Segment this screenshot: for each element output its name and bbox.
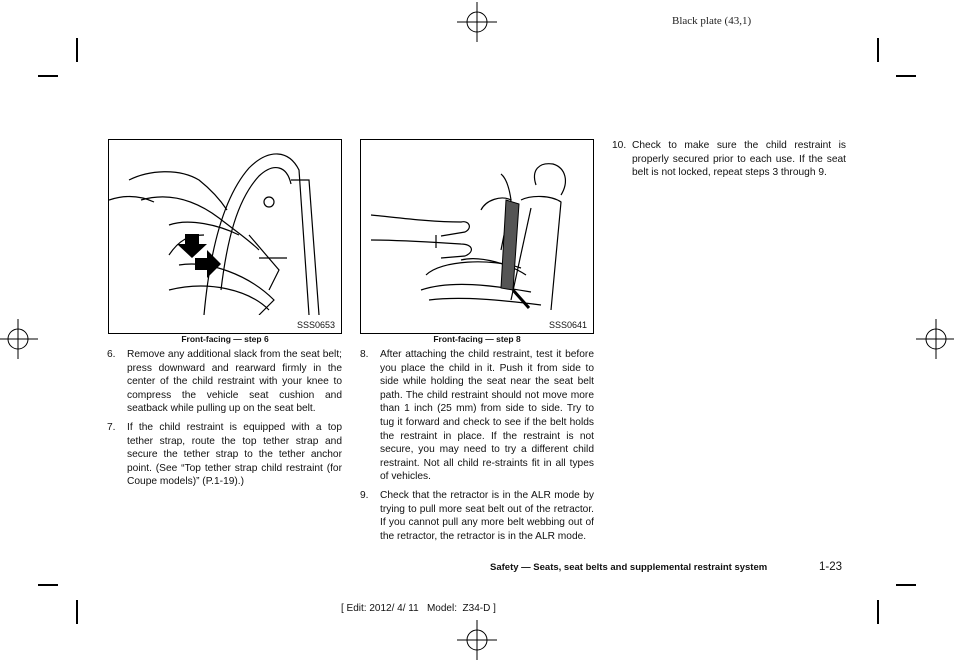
plate-label: Black plate (43,1) <box>672 15 752 27</box>
column-left <box>107 348 342 494</box>
edit-info: [ Edit: 2012/ 4/ 11 Model: Z34-D ] <box>341 603 496 614</box>
child-seat-knee-press-illustration <box>109 140 341 315</box>
step-text: Remove any additional slack from the seat belt; press downward and rearward firmly in the center of the child restraint with your knee to compress the vehicle seat cushion and seatback while pulling up on the seat belt. <box>127 349 342 415</box>
step-text: Check that the retractor is in the ALR mode by trying to pull more seat belt out of the retractor. If you cannot pull any more belt webbing out of the retractor, the retractor is in the ALR mode. <box>380 489 594 542</box>
figure-caption: Front-facing — step 6 <box>181 334 269 344</box>
registration-mark-left <box>0 319 40 359</box>
figure-caption: Front-facing — step 8 <box>433 334 521 344</box>
step-text: After attaching the child restraint, test it before you place the child in it. Push it from side to side while holding the seat near the seat belt path. The child restraint should not move more than 1 inch (25 mm) from side to side. Try to tug it forward and check to see if the belt holds the restraint in place. If the restraint is not secure, you may need to try a different child restraint. Not all child re-straints fit in all types of vehicles. <box>380 349 594 483</box>
registration-mark-top <box>457 2 497 42</box>
step-7 <box>107 421 342 489</box>
step-text: If the child restraint is equipped with a top tether strap, route the top tether strap and secure the tether strap to the tether anchor point. (See “Top tether strap child restraint (for Coupe models)” (P.1-19).) <box>127 421 342 488</box>
page-number: 1-23 <box>819 561 843 573</box>
step-number: 7. <box>107 421 116 433</box>
crop-mark-top-left-h <box>38 75 58 77</box>
step-number: 6. <box>107 349 116 360</box>
figure-code: SSS0653 <box>296 320 335 330</box>
crop-mark-top-right-h <box>896 75 916 77</box>
step-number: 9. <box>360 489 369 501</box>
crop-mark-bottom-right-v <box>877 600 879 624</box>
step-8 <box>360 348 594 484</box>
crop-mark-top-right-v <box>877 38 879 62</box>
step-6 <box>107 348 342 416</box>
child-seat-test-illustration <box>361 140 593 315</box>
step-number: 10. <box>612 140 627 151</box>
step-number: 8. <box>360 349 369 360</box>
crop-mark-bottom-right-h <box>896 584 916 586</box>
step-10 <box>612 139 846 180</box>
step-text: Check to make sure the child restraint is properly secured prior to each use. If the seat belt is not locked, repeat steps 3 through 9. <box>632 140 846 179</box>
column-right <box>612 139 846 185</box>
figure-step-6 <box>108 139 342 334</box>
section-title: Safety — Seats, seat belts and supplemental restraint system <box>490 562 768 573</box>
crop-mark-bottom-left-h <box>38 584 58 586</box>
column-middle <box>360 348 594 548</box>
registration-mark-right <box>914 319 954 359</box>
figure-step-8 <box>360 139 594 334</box>
crop-mark-bottom-left-v <box>76 600 78 624</box>
figure-code: SSS0641 <box>548 320 587 330</box>
step-9 <box>360 489 594 543</box>
registration-mark-bottom <box>457 620 497 660</box>
crop-mark-top-left-v <box>76 38 78 62</box>
